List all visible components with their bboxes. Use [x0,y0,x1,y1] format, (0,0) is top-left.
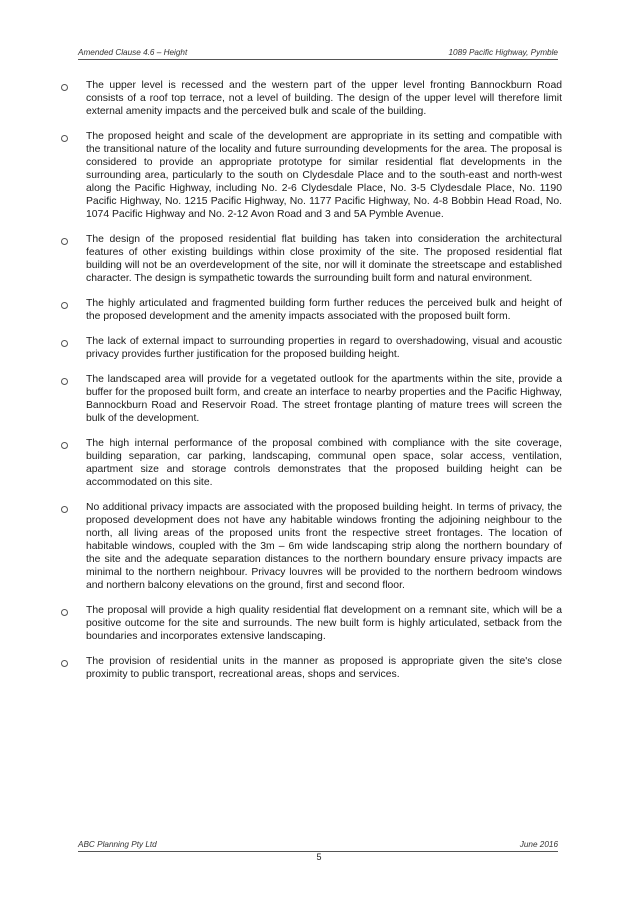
bullet-circle-icon [61,506,68,513]
paragraph: The highly articulated and fragmented building form further reduces the perceived bulk and height of the proposed development and the amenity impacts associated with the proposed built form. [86,298,562,322]
bullet-circle-icon [61,238,68,245]
bullet-circle-icon [61,442,68,449]
header-left-text: Amended Clause 4.6 – Height [78,48,188,57]
page-header [78,48,558,60]
footer-right-text: June 2016 [519,840,558,849]
paragraph: The upper level is recessed and the western part of the upper level fronting Bannockburn Road consists of a roof top terrace, not a level of building. The design of the upper level will therefore limit external amenity impacts and the perceived bulk and scale of the building. [86,80,562,117]
list-item [58,655,562,681]
paragraph: The provision of residential units in the manner as proposed is appropriate given the site's close proximity to public transport, recreational areas, shops and services. [86,656,562,680]
bullet-circle-icon [61,340,68,347]
list-item [58,437,562,489]
bullet-circle-icon [61,135,68,142]
header-right-text: 1089 Pacific Highway, Pymble [448,48,558,57]
page-footer [78,840,558,852]
paragraph: The design of the proposed residential flat building has taken into consideration the architectural features of other existing buildings within close proximity of the site. The proposed residential flat building will not be an overdevelopment of the site, nor will it dominate the streetscape and established character. The design is sympathetic towards the surrounding built form and natural environment. [86,234,562,284]
paragraph: The high internal performance of the proposal combined with compliance with the site coverage, building separation, car parking, landscaping, communal open space, solar access, ventilation, apartment size and storage controls demonstrates that the proposed building height can be accommodated on this site. [86,438,562,488]
paragraph: The proposal will provide a high quality residential flat development on a remnant site, which will be a positive outcome for the site and surrounds. The new built form is highly articulated, setback from the boundaries and incorporates extensive landscaping. [86,605,562,642]
bullet-circle-icon [61,378,68,385]
bullet-circle-icon [61,660,68,667]
list-item [58,335,562,361]
footer-left-text: ABC Planning Pty Ltd [78,840,157,849]
paragraph: The proposed height and scale of the development are appropriate in its setting and compatible with the transitional nature of the locality and future surrounding developments for the area. The proposal is considered to provide an appropriate prototype for similar residential flat developments in the surrounding area, particularly to the south on Clydesdale Place and to the south-east and north-west along the Pacific Highway, including No. 2-6 Clydesdale Place, No. 3-5 Clydesdale Place, No. 1190 Pacific Highway, No. 1215 Pacific Highway, No. 1177 Pacific Highway, No. 4-8 Bobbin Head Road, No. 1074 Pacific Highway and No. 2-12 Avon Road and 3 and 5A Pymble Avenue. [86,131,562,220]
list-item [58,297,562,323]
paragraph: The landscaped area will provide for a vegetated outlook for the apartments within the site, provide a buffer for the proposed built form, and create an interface to nearby properties and the Pacific Highway, Bannockburn Road and Reservoir Road. The street frontage planting of mature trees will screen the bulk of the development. [86,374,562,424]
list-item [58,79,562,118]
page-number: 5 [316,852,322,862]
paragraph: The lack of external impact to surrounding properties in regard to overshadowing, visual and acoustic privacy provides further justification for the proposed building height. [86,336,562,360]
bullet-list [58,79,562,693]
paragraph: No additional privacy impacts are associated with the proposed building height. In terms of privacy, the proposed development does not have any habitable windows fronting the adjoining neighbour to the north, all living areas of the proposed units front the respective street frontages. The location of habitable windows, coupled with the 3m – 6m wide landscaping strip along the northern boundary of the site and the adequate separation distances to the northern boundary ensure privacy impacts are minimal to the northern neighbour. Privacy louvres will be provided to the northern bedroom windows and northern balcony elevations on the ground, first and second floor. [86,502,562,591]
list-item [58,233,562,285]
bullet-circle-icon [61,302,68,309]
bullet-circle-icon [61,609,68,616]
list-item [58,604,562,643]
list-item [58,501,562,592]
bullet-circle-icon [61,84,68,91]
list-item [58,373,562,425]
list-item [58,130,562,221]
